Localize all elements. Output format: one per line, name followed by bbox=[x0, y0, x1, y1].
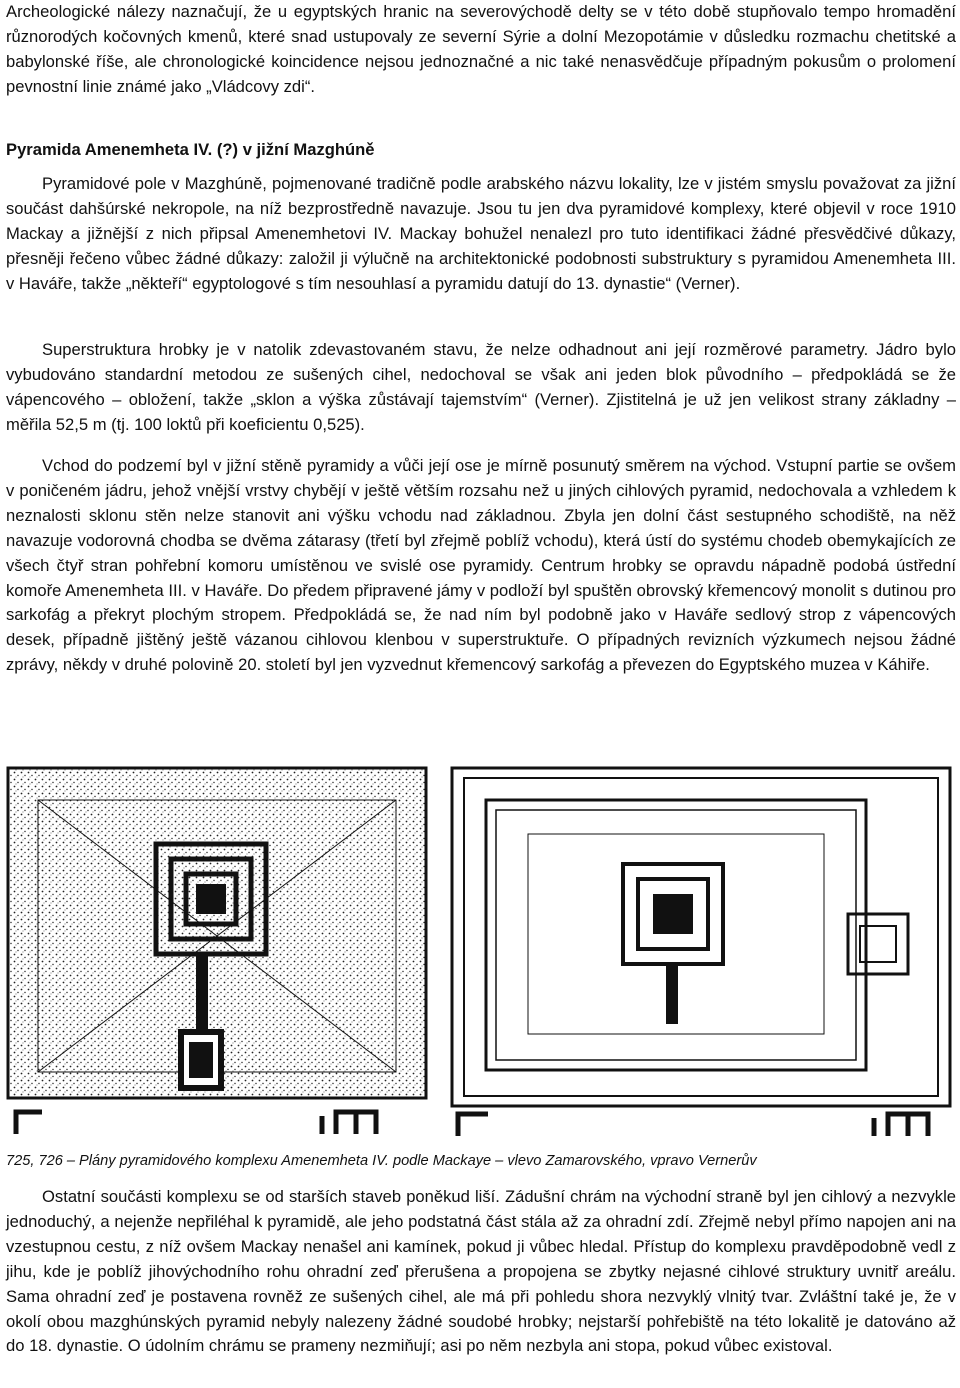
paragraph-4: Ostatní součásti komplexu se od starších staveb poněkud liší. Zádušní chrám na východní straně byl jen cihlový a nezvykle jednoduchý, a nejenže nepřiléhal k pyramidě, ale jeho podstatná část stála až za ohradní zdí. Zřejmě nebyl přímo napojen ani na vzestupnou cestu, z níž ovšem Mackay nenašel ani kamínek, pokud ji vůbec hledal. Přístup do komplexu pravděpodobně vedl z jihu, kde je poblíž jihovýchodního rohu ohradní zeď přerušena a propojena se zbytky nejasné cihlové struktury uvnitř areálu. Sama ohradní zeď je postavena rovněž ze sušených cihel, ale má při pohledu shora nezvyklý vlnitý tvar. Zvláštní také je, že v okolí obou mazghúnských pyramid nebyly nalezeny žádné soudobé hrobky; nejstarší pohřebiště na této lokalitě je datováno až do 18. dynastie. O údolním chrámu se prameny nezmiňují; asi po něm nezbyla ani stopa, pokud vůbec existoval. bbox=[6, 1187, 956, 1356]
paragraph-1: Pyramidové pole v Mazghúně, pojmenované tradičně podle arabského názvu lokality, lze v jistém smyslu považovat za jižní součást dahšúrské nekropole, na níž bezprostředně navazuje. Jsou tu jen dva pyramidové komplexy, které objevil v roce 1910 Mackay a jižnější z nich připsal Amenemhetovi IV. Mackay bohužel nenalezl pro tuto identifikaci žádné přesvědčivé důkazy, přesněji řečeno vůbec žádné důkazy: založil ji výlučně na architektonické podobnosti substruktury s pyramidou Amenemheta III. v Haváře, takže „někteří“ egyptologové s tím nesouhlasí a pyramidu datují do 13. dynastie“ (Verner). bbox=[6, 174, 956, 293]
paragraph-3: Vchod do podzemí byl v jižní stěně pyramidy a vůči její ose je mírně posunutý směrem na východ. Vstupní partie se ovšem v poničeném jádru, jehož vnější vrstvy chybějí v ještě větším rozsahu než u jiných cihlových pyramid, nedochovala a vzhledem k neznalosti sklonu stěn nelze stanovit ani výšku vchodu nad základnou. Zbyla jen dolní část sestupného schodiště, na něž navazuje vodorovná chodba se dvěma zátarasy (třetí byl zřejmě poblíž vchodu), která ústí do systému chodeb obemykajících ze všech čtyř stran pohřební komoru umístěnou ve svislé ose pyramidy. Centrum hrobky se opravdu nápadně podobá ústřední komoře Amenemheta III. v Havářе. Do předem připravené jámy v podloží byl spuštěn obrovský křemencový monolit s dutinou pro sarkofág a překryt plochým stropem. Předpokládá se, že nad ním byl podobně jako v Havářе sedlový strop z vápencových desek, případně jištěný ještě vázanou cihlovou klenbou v superstruktuře. O případných revizních výzkumech nejsou žádné zprávy, někdy v druhé polovině 20. století byl jen vyzvednut křemencový sarkofág a převezen do Egyptského muzea v Káhiře. bbox=[6, 456, 956, 675]
section-heading: Pyramida Amenemheta IV. (?) v jižní Mazghúně bbox=[6, 140, 375, 159]
paragraph-2: Superstruktura hrobky je v natolik zdevastovaném stavu, že nelze odhadnout ani její rozměrové parametry. Jádro bylo vybudováno standardní metodou ze sušených cihel, nedochoval se však ani jeden blok původního – předpokládá se že vápencového – obložení, takže „sklon a výška zůstávají tajemstvím“ (Verner). Zjistitelná je už jen velikost strany základny – měřila 52,5 m (tj. 100 loktů při koeficientu 0,525). bbox=[6, 340, 956, 434]
pyramid-plan-figure-right bbox=[448, 764, 956, 1142]
pyramid-plan-figure-left bbox=[6, 764, 429, 1142]
intro-paragraph: Archeologické nálezy naznačují, že u egyptských hranic na severovýchodě delty se v této době stupňovalo tempo hromadění různorodých kočovných kmenů, které snad ustupovaly ze severní Sýrie a dolní Mezopotámie v důsledku rozmachu chetitské a babylonské říše, ale chronologické koincidence nejsou jednoznačné a nic také nenasvědčuje případným pokusům o prolomení pevnostní linie známé jako „Vládcovy zdi“. bbox=[6, 2, 956, 96]
figure-caption: 725, 726 – Plány pyramidového komplexu Amenemheta IV. podle Mackaye – vlevo Zamarovského, vpravo Vernerův bbox=[6, 1153, 757, 1169]
